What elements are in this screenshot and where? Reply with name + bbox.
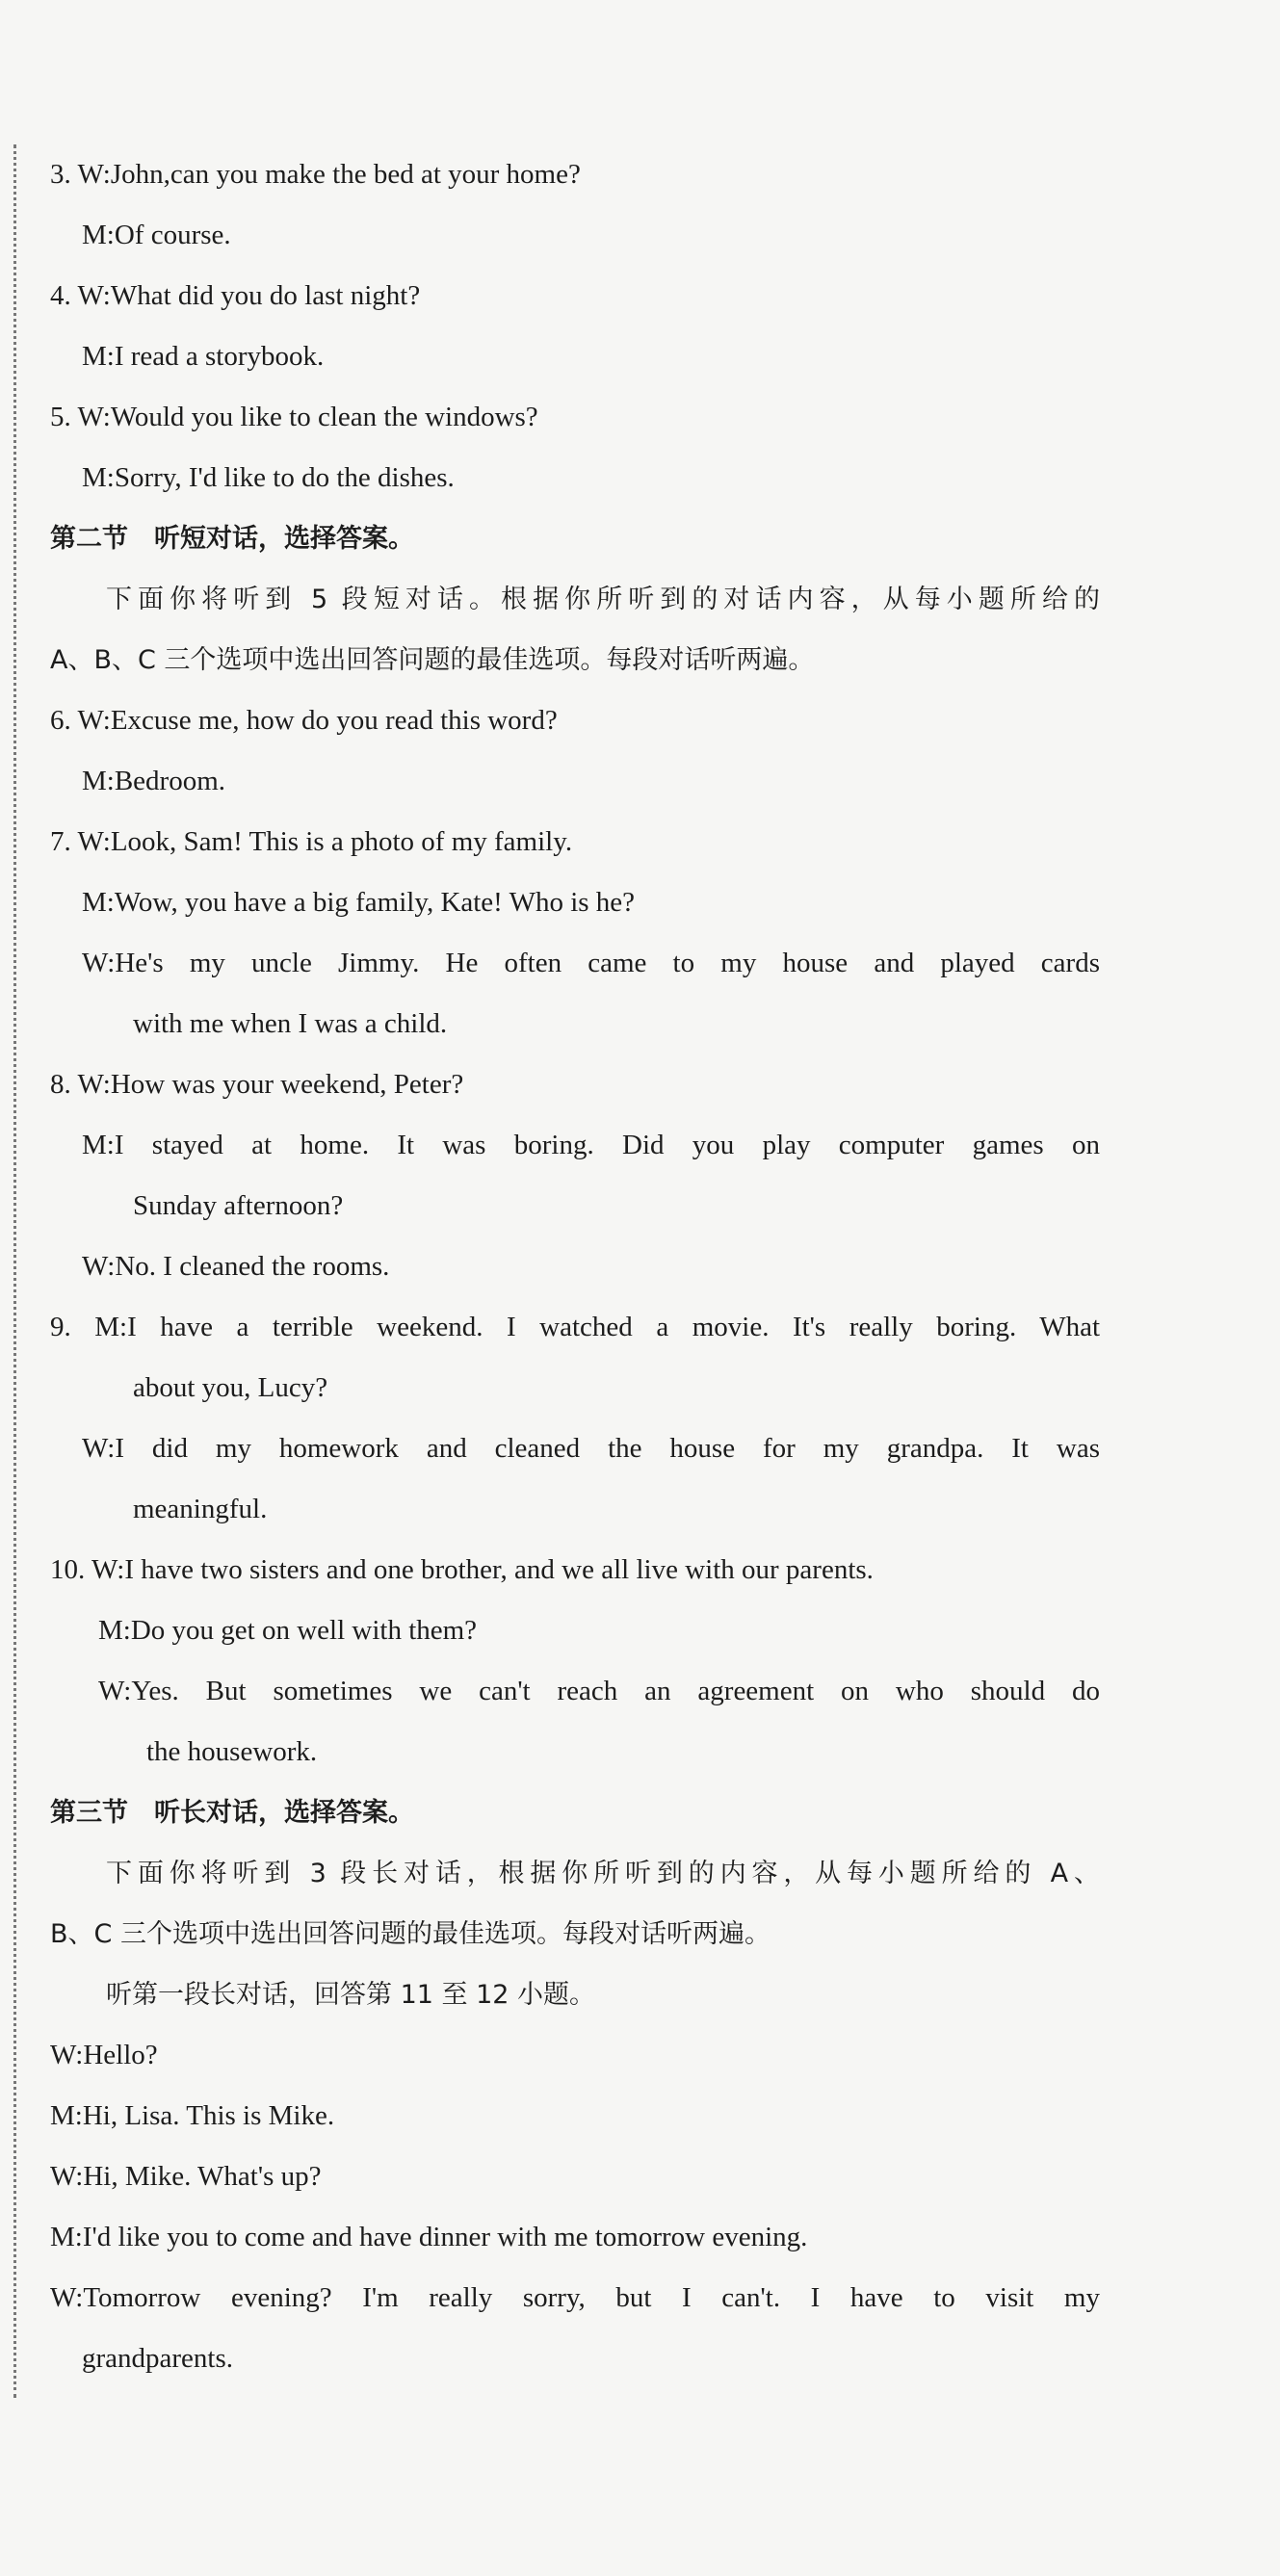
dialogue-line: W:Hello? [50, 2040, 158, 2070]
dialogue-line: W:Yes. But sometimes we can't reach an agreement on who should do [98, 1676, 1100, 1706]
dialogue-line: 3. W:John,can you make the bed at your home? [50, 159, 581, 190]
dialogue-line: W:Tomorrow evening? I'm really sorry, but I can't. I have to visit my [50, 2282, 1100, 2313]
dialogue-line: 6. W:Excuse me, how do you read this word? [50, 705, 558, 736]
dialogue-line: 8. W:How was your weekend, Peter? [50, 1069, 464, 1100]
dialogue-line: M:I read a storybook. [82, 341, 325, 372]
dialogue-line: 9. M:I have a terrible weekend. I watched a movie. It's really boring. What [50, 1312, 1100, 1342]
margin-dotted-line [13, 144, 16, 2398]
dialogue-line: M:Hi, Lisa. This is Mike. [50, 2100, 335, 2131]
dialogue-line: M:Of course. [82, 220, 231, 250]
dialogue-line: W:He's my uncle Jimmy. He often came to my house and played cards [82, 948, 1100, 978]
instruction-text: B、C 三个选项中选出回答问题的最佳选项。每段对话听两遍。 [50, 1919, 771, 1949]
dialogue-line: meaningful. [133, 1494, 268, 1524]
dialogue-line: M:Bedroom. [82, 766, 226, 796]
dialogue-line: about you, Lucy? [133, 1372, 328, 1403]
dialogue-line: M:Wow, you have a big family, Kate! Who is he? [82, 887, 636, 918]
dialogue-line: W:I did my homework and cleaned the house for my grandpa. It was [82, 1433, 1100, 1464]
dialogue-line: M:Do you get on well with them? [98, 1615, 478, 1646]
dialogue-line: Sunday afternoon? [133, 1190, 344, 1221]
dialogue-line: 4. W:What did you do last night? [50, 280, 421, 311]
dialogue-line: W:No. I cleaned the rooms. [82, 1251, 390, 1282]
instruction-text: 下面你将听到 5 段短对话。根据你所听到的对话内容，从每小题所给的 [106, 585, 1100, 614]
instruction-text: A、B、C 三个选项中选出回答问题的最佳选项。每段对话听两遍。 [50, 645, 815, 675]
dialogue-line: 7. W:Look, Sam! This is a photo of my family. [50, 826, 573, 857]
document-body [50, 144, 1100, 2389]
instruction-text: 下面你将听到 3 段长对话，根据你所听到的内容，从每小题所给的 A、 [106, 1859, 1100, 1888]
dialogue-line: 10. W:I have two sisters and one brother, and we all live with our parents. [50, 1554, 874, 1585]
section-heading: 第三节 听长对话，选择答案。 [50, 1798, 414, 1828]
section-heading: 第二节 听短对话，选择答案。 [50, 524, 414, 554]
dialogue-line: 5. W:Would you like to clean the windows? [50, 402, 538, 432]
dialogue-line: M:I'd like you to come and have dinner with me tomorrow evening. [50, 2222, 808, 2252]
dialogue-line: M:Sorry, I'd like to do the dishes. [82, 462, 455, 493]
dialogue-line: with me when I was a child. [133, 1008, 448, 1039]
dialogue-line: the housework. [146, 1736, 318, 1767]
dialogue-line: W:Hi, Mike. What's up? [50, 2161, 322, 2192]
dialogue-line: grandparents. [82, 2343, 234, 2374]
instruction-text: 听第一段长对话，回答第 11 至 12 小题。 [106, 1980, 596, 2010]
dialogue-line: M:I stayed at home. It was boring. Did you play computer games on [82, 1130, 1100, 1160]
